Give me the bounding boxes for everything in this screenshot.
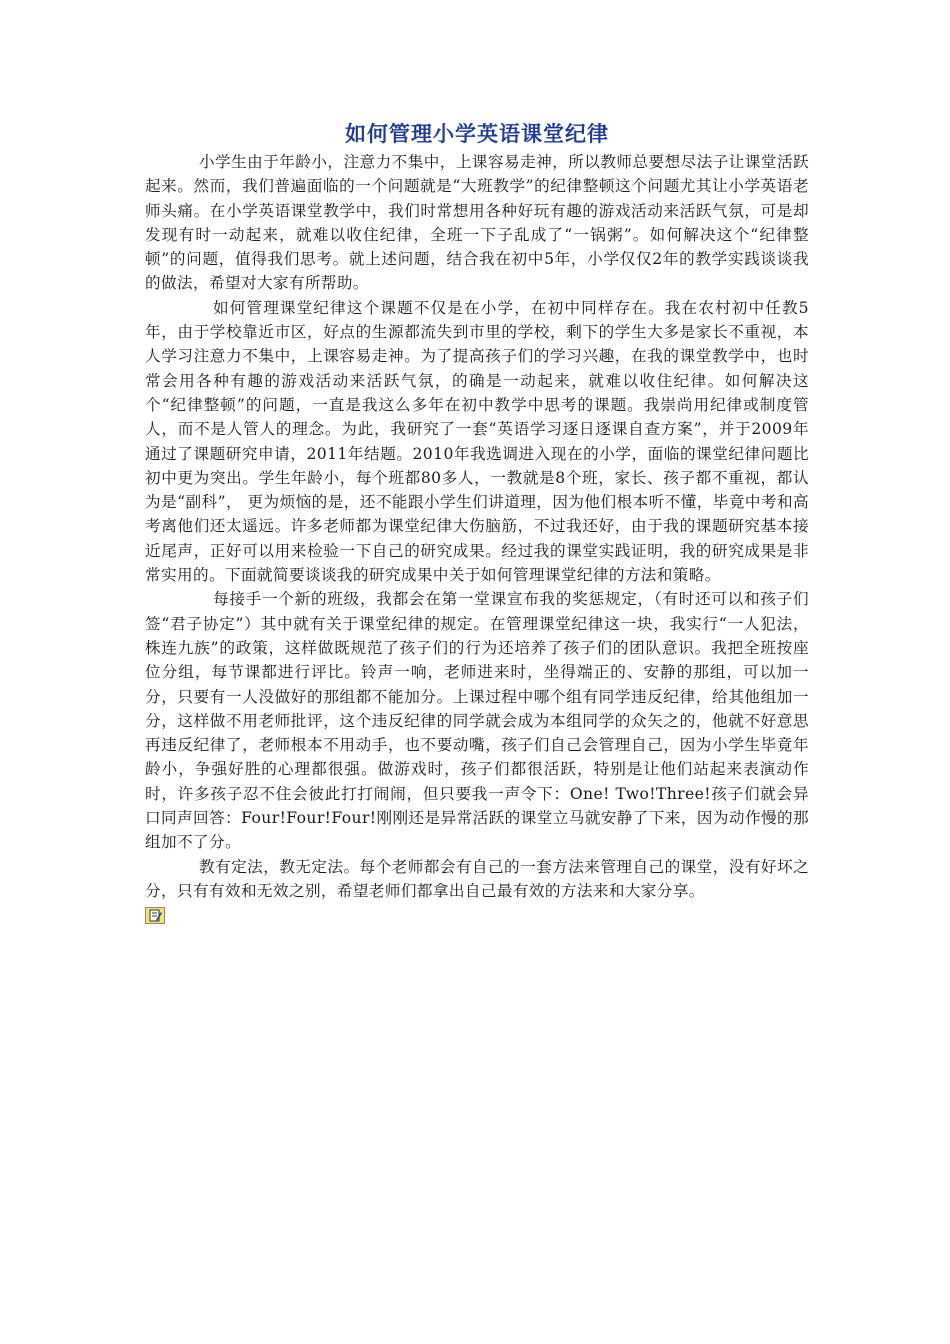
document-page: [145, 118, 809, 929]
edit-note-icon[interactable]: [145, 907, 165, 924]
paragraph-4: 教有定法，教无定法。每个老师都会有自己的一套方法来管理自己的课堂，没有好坏之分，只有有效和无效之别，希望老师们都拿出自己最有效的方法来和大家分享。: [145, 857, 809, 900]
document-title: 如何管理小学英语课堂纪律: [345, 122, 609, 146]
paragraph-3: 每接手一个新的班级，我都会在第一堂课宣布我的奖惩规定，（有时还可以和孩子们签“君子协定”）其中就有关于课堂纪律的规定。在管理课堂纪律这一块，我实行“一人犯法，株连九族”的政策，这样做既规范了孩子们的行为还培养了孩子们的团队意识。我把全班按座位分组，每节课都进行评比。铃声一响，老师进来时，坐得端正的、安静的那组，可以加一分，只要有一人没做好的那组都不能加分。上课过程中哪个组有同学违反纪律，给其他组加一分，这样做不用老师批评，这个违反纪律的同学就会成为本组同学的众矢之的，他就不好意思再违反纪律了，老师根本不用动手，也不要动嘴，孩子们自己会管理自己，因为小学生毕竟年龄小，争强好胜的心理都很强。做游戏时，孩子们都很活跃，特别是让他们站起来表演动作时，许多孩子忍不住会彼此打打闹闹，但只要我一声令下：One! Two!Three!孩子们就会异口同声回答：Four!Four!Four!刚刚还是异常活跃的课堂立马就安静了下来，因为动作慢的那组加不了分。: [145, 590, 809, 852]
paragraph-2: 如何管理课堂纪律这个课题不仅是在小学，在初中同样存在。我在农村初中任教5年，由于学校靠近市区，好点的生源都流失到市里的学校，剩下的学生大多是家长不重视，本人学习注意力不集中，上课容易走神。为了提高孩子们的学习兴趣，在我的课堂教学中，也时常会用各种有趣的游戏活动来活跃气氛，的确是一动起来，就难以收住纪律。如何解决这个“纪律整顿”的问题，一直是我这么多年在初中教学中思考的课题。我崇尚用纪律或制度管人，而不是人管人的理念。为此，我研究了一套“英语学习逐日逐课自查方案”，并于2009年通过了课题研究申请，2011年结题。2010年我选调进入现在的小学，面临的课堂纪律问题比初中更为突出。学生年龄小，每个班都80多人，一教就是8个班，家长、孩子都不重视，都认为是“副科”， 更为烦恼的是，还不能跟小学生们讲道理，因为他们根本听不懂，毕竟中考和高考离他们还太遥远。许多老师都为课堂纪律大伤脑筋，不过我还好，由于我的课题研究基本接近尾声，正好可以用来检验一下自己的研究成果。经过我的课堂实践证明，我的研究成果是非常实用的。下面就简要谈谈我的研究成果中关于如何管理课堂纪律的方法和策略。: [145, 298, 809, 585]
paragraph-1: 小学生由于年龄小，注意力不集中，上课容易走神，所以教师总要想尽法子让课堂活跃起来。然而，我们普遍面临的一个问题就是“大班教学”的纪律整顿这个问题尤其让小学英语老师头痛。在小学英语课堂教学中，我们时常想用各种好玩有趣的游戏活动来活跃气氛，可是却发现有时一动起来，就难以收住纪律，全班一下子乱成了“一锅粥”。如何解决这个“纪律整顿”的问题，值得我们思考。就上述问题，结合我在初中5年，小学仅仅2年的教学实践谈谈我的做法，希望对大家有所帮助。: [145, 153, 809, 293]
